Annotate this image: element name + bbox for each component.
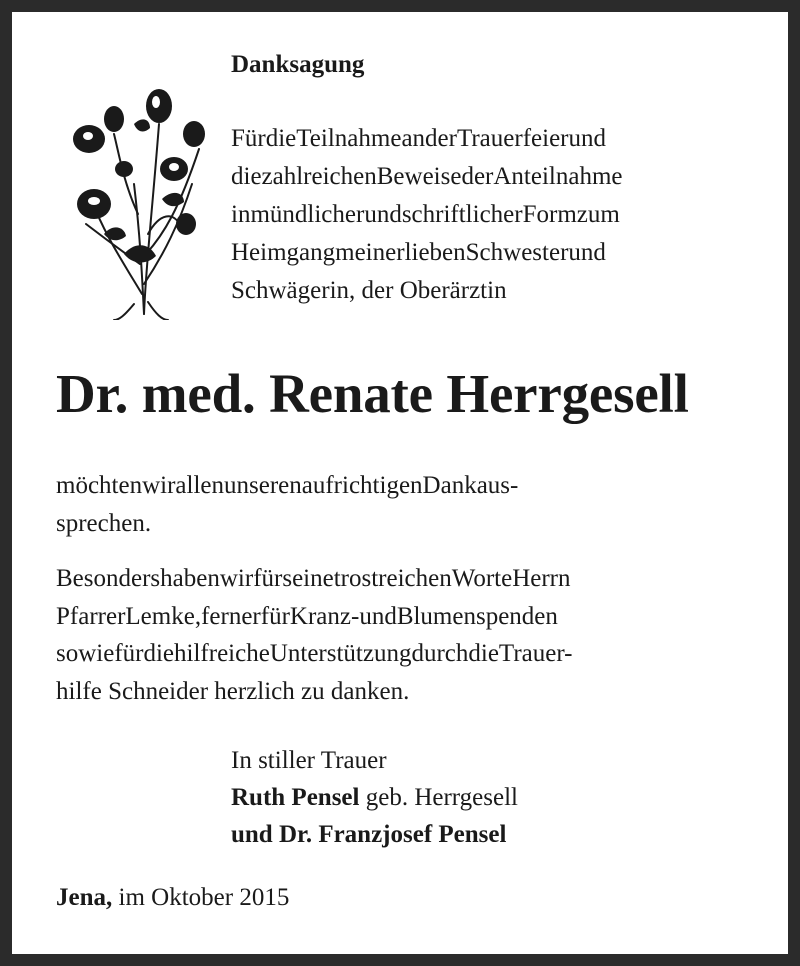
thanks-paragraph bbox=[56, 467, 756, 542]
signer-1 bbox=[231, 779, 518, 816]
thanks-line: möchtenwirallenunserenaufrichtigenDankaus- bbox=[56, 472, 519, 499]
intro-line: Schwägerin, der Oberärztin bbox=[231, 277, 507, 304]
date: im Oktober 2015 bbox=[118, 884, 290, 911]
intro-paragraph bbox=[231, 120, 751, 310]
signer-1-suffix: geb. Herrgesell bbox=[365, 784, 518, 811]
intro-line: FürdieTeilnahmeanderTrauerfeierund bbox=[231, 125, 606, 152]
intro-line: diezahlreichenBeweisederAnteilnahme bbox=[231, 163, 623, 190]
special-thanks-paragraph bbox=[56, 560, 756, 710]
special-thanks-line: hilfe Schneider herzlich zu danken. bbox=[56, 677, 410, 705]
intro-line: HeimgangmeinerliebenSchwesterund bbox=[231, 239, 606, 266]
place: Jena, bbox=[56, 884, 113, 911]
special-thanks-line: sowiefürdiehilfreicheUnterstützungdurchdieTrauer- bbox=[56, 640, 573, 667]
mourning-line: In stiller Trauer bbox=[231, 747, 387, 774]
deceased-name: Dr. med. Renate Herrgesell bbox=[56, 363, 689, 424]
place-date bbox=[56, 884, 289, 912]
signer-1-name: Ruth Pensel bbox=[231, 784, 360, 811]
special-thanks-line: BesondershabenwirfürseinetrostreichenWorteHerrn bbox=[56, 565, 571, 592]
signature-block bbox=[231, 742, 518, 853]
thanks-line: sprechen. bbox=[56, 509, 152, 537]
notice-heading: Danksagung bbox=[231, 51, 365, 78]
rose-bouquet-icon bbox=[64, 64, 214, 320]
intro-line: inmündlicherundschriftlicherFormzum bbox=[231, 201, 620, 228]
special-thanks-line: PfarrerLemke,fernerfürKranz-undBlumenspenden bbox=[56, 602, 558, 630]
signer-2: und Dr. Franzjosef Pensel bbox=[231, 821, 507, 848]
